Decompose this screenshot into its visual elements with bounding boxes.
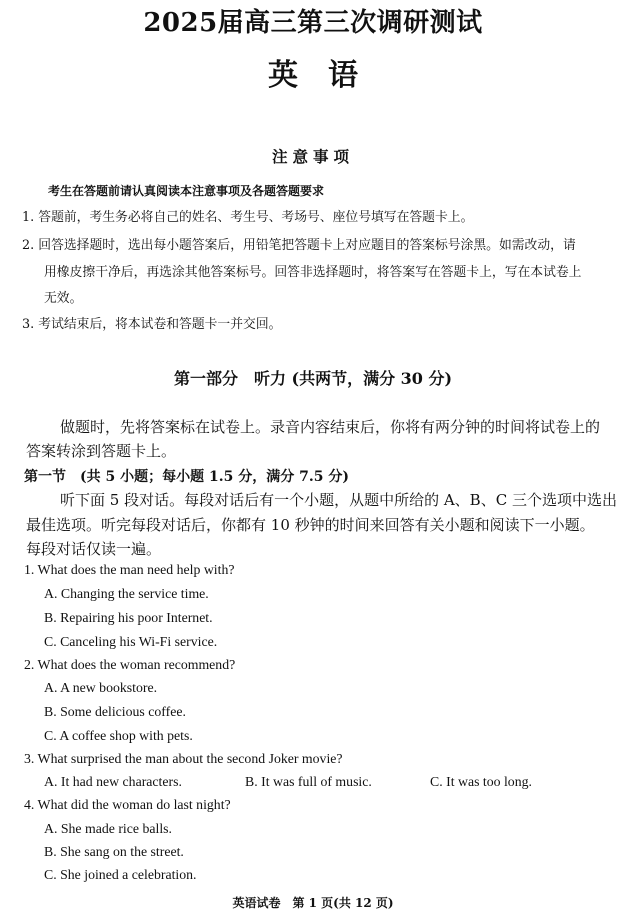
question-1-option-b: B. Repairing his poor Internet. xyxy=(44,610,213,625)
part-one-title: 第一部分 听力 (共两节，满分 30 分) xyxy=(173,369,453,388)
question-3-option-c: C. It was too long. xyxy=(430,774,532,789)
question-2-option-b: B. Some delicious coffee. xyxy=(44,704,186,719)
question-4-option-b: B. She sang on the street. xyxy=(44,844,184,859)
section-one-heading: 第一节 (共 5 小题；每小题 1.5 分，满分 7.5 分) xyxy=(24,469,349,485)
notice-item-2-cont2: 无效。 xyxy=(44,291,83,306)
question-3-stem: 3. What surprised the man about the second Joker movie? xyxy=(24,751,343,766)
notice-heading: 注意事项 xyxy=(271,147,354,166)
question-1-option-c: C. Canceling his Wi-Fi service. xyxy=(44,634,218,649)
question-3-option-b: B. It was full of music. xyxy=(245,774,372,789)
question-2-option-c: C. A coffee shop with pets. xyxy=(44,728,193,743)
part-intro-line-2: 答案转涂到答题卡上。 xyxy=(26,442,177,460)
notice-item-1: 1. 答题前，考生务必将自己的姓名、考生号、考场号、座位号填写在答题卡上。 xyxy=(22,210,474,225)
notice-item-3: 3. 考试结束后，将本试卷和答题卡一并交回。 xyxy=(22,317,282,332)
question-2-stem: 2. What does the woman recommend? xyxy=(24,657,236,672)
question-1-stem: 1. What does the man need help with? xyxy=(24,562,235,577)
section-instr-line-3: 每段对话仅读一遍。 xyxy=(26,540,162,558)
section-instr-line-1: 听下面 5 段对话。每段对话后有一个小题，从题中所给的 A、B、C 三个选项中选出 xyxy=(60,491,617,509)
subject-title: 英语 xyxy=(268,58,388,93)
notice-item-2-cont: 用橡皮擦干净后，再选涂其他答案标号。回答非选择题时，将答案写在答题卡上，写在本试卷上 xyxy=(44,265,582,280)
question-4-option-a: A. She made rice balls. xyxy=(44,821,172,836)
section-instr-line-2: 最佳选项。听完每段对话后，你都有 10 秒钟的时间来回答有关小题和阅读下一小题。 xyxy=(26,516,595,534)
notice-lead: 考生在答题前请认真阅读本注意事项及各题答题要求 xyxy=(48,184,325,198)
question-1-option-a: A. Changing the service time. xyxy=(44,586,209,601)
exam-title: 2025届高三第三次调研测试 xyxy=(143,8,483,38)
question-2-option-a: A. A new bookstore. xyxy=(44,680,158,695)
question-3-option-a: A. It had new characters. xyxy=(44,774,182,789)
notice-item-2: 2. 回答选择题时，选出每小题答案后，用铅笔把答题卡上对应题目的答案标号涂黑。如需改动，请 xyxy=(22,238,576,253)
question-4-option-c: C. She joined a celebration. xyxy=(44,867,197,882)
part-intro-line-1: 做题时，先将答案标在试卷上。录音内容结束后，你将有两分钟的时间将试卷上的 xyxy=(60,418,601,436)
page-footer: 英语试卷 第 1 页(共 12 页) xyxy=(232,896,394,910)
question-4-stem: 4. What did the woman do last night? xyxy=(24,797,231,812)
